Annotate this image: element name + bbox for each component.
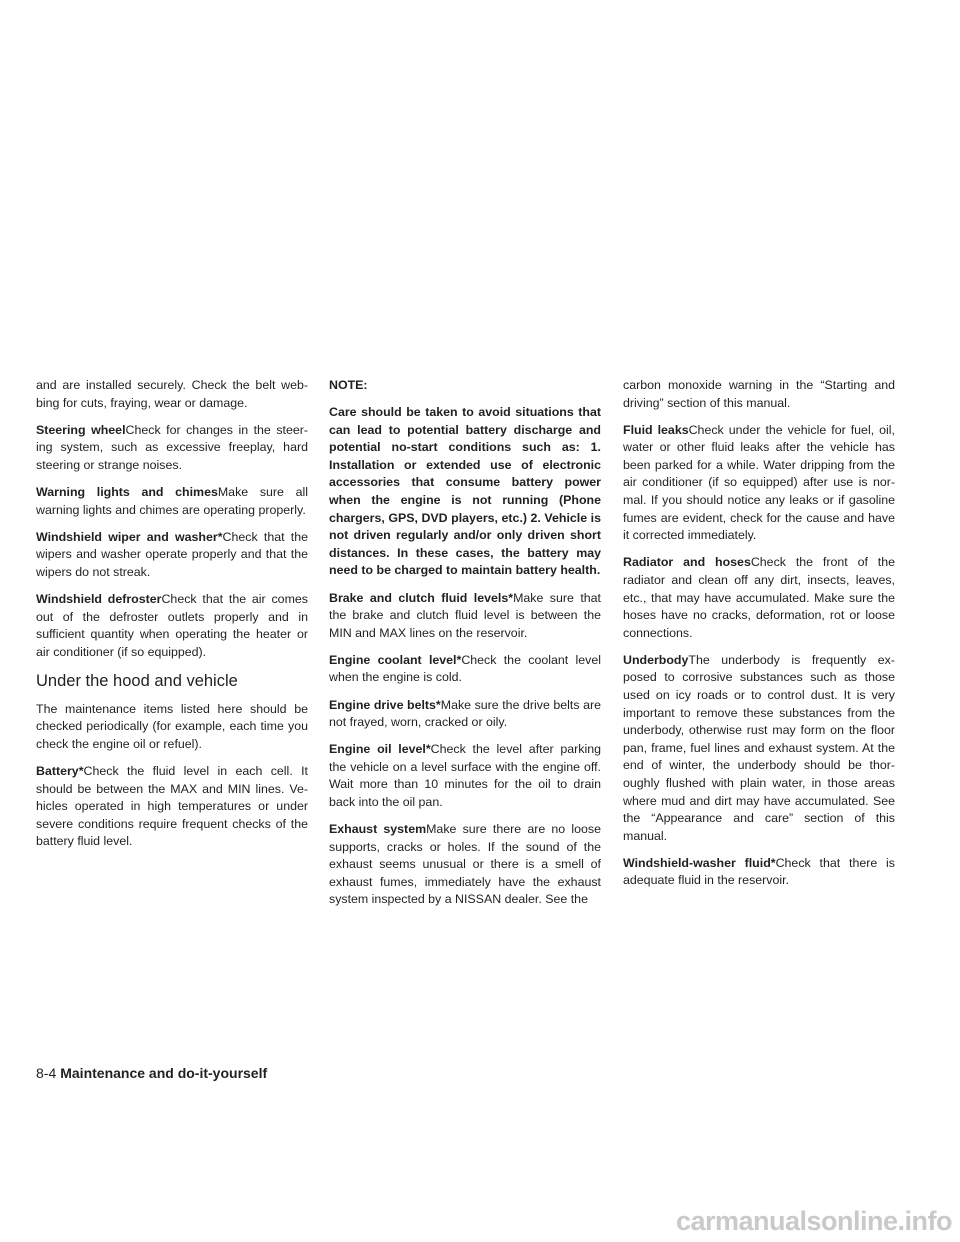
item-windshield-wiper xyxy=(36,529,308,582)
item-text: Make sure the drive belts are not frayed, worn, cracked or oily. xyxy=(329,697,602,730)
item-fluid-leaks xyxy=(623,422,895,545)
page-number: 8-4 xyxy=(36,1065,57,1081)
item-term: Windshield defroster xyxy=(36,591,162,606)
item-text: Check the fluid level in each cell. It should be between the MAX and MIN lines. Ve-hicles operated in high temperatures or under severe conditions require frequent checks of the battery fluid level. xyxy=(36,764,308,849)
item-text: Check that the air comes out of the defroster outlets properly and in sufficient quantity when operating the heater or air conditioner (if so equipped). xyxy=(36,591,308,659)
item-battery xyxy=(36,763,308,851)
column-right xyxy=(623,377,895,900)
item-steering-wheel xyxy=(36,422,308,475)
item-term: Engine drive belts* xyxy=(329,697,441,712)
site-watermark: carmanualsonline.info xyxy=(675,1206,952,1236)
item-warning-lights xyxy=(36,484,308,519)
item-text: Check that there is adequate fluid in the reservoir. xyxy=(623,855,896,888)
item-engine-oil xyxy=(329,741,601,811)
paragraph-continued: carbon monoxide warning in the “Starting and driving” section of this manual. xyxy=(623,378,895,410)
item-brake-clutch-fluid xyxy=(329,590,601,643)
item-underbody xyxy=(623,652,895,846)
item-radiator-hoses xyxy=(623,554,895,642)
section-heading: Under the hood and vehicle xyxy=(36,671,238,690)
item-exhaust-system xyxy=(329,821,601,909)
item-engine-drive-belts xyxy=(329,697,601,732)
paragraph-continued: and are installed securely. Check the belt web-bing for cuts, fraying, wear or damage. xyxy=(36,378,308,410)
item-term: Underbody xyxy=(623,652,689,667)
item-text: The underbody is frequently ex-posed to corrosive substances such as those used on icy roads or to control dust. It is very important to remove these substances from the underbody, otherwise rust may form on the floor pan, frame, fuel lines and exhaust system. At the end of winter, the underbody should be thor-oughly flushed with plain water, in those areas where mud and dirt may have accumulated. See the “Appearance and care” section of this manual. xyxy=(623,652,895,843)
item-windshield-washer-fluid xyxy=(623,855,895,890)
item-term: Radiator and hoses xyxy=(623,555,751,570)
item-text: Make sure all warning lights and chimes are operating properly. xyxy=(36,484,308,517)
item-text: Make sure that the brake and clutch fluid level is between the MIN and MAX lines on the reservoir. xyxy=(329,590,601,640)
item-term: Engine coolant level* xyxy=(329,652,462,667)
item-term: Fluid leaks xyxy=(623,422,689,437)
item-term: Warning lights and chimes xyxy=(36,484,218,499)
item-text: Check for changes in the steer-ing system, such as excessive freeplay, hard steering or strange noises. xyxy=(36,422,308,472)
column-middle xyxy=(329,377,601,919)
item-term: Windshield-washer fluid* xyxy=(623,855,776,870)
item-text: Check the coolant level when the engine is cold. xyxy=(329,652,601,685)
item-term: Battery* xyxy=(36,764,84,779)
item-text: Make sure there are no loose supports, cracks or holes. If the sound of the exhaust seems unusual or there is a smell of exhaust fumes, immediately have the exhaust system inspected by a NISSAN dealer. See the xyxy=(329,822,602,907)
item-engine-coolant xyxy=(329,652,601,687)
section-intro: The maintenance items listed here should be checked periodically (for example, each time you check the engine oil or refuel). xyxy=(36,701,308,751)
item-text: Check the level after parking the vehicle on a level surface with the engine off. Wait more than 10 minutes for the oil to drain back into the oil pan. xyxy=(329,742,601,809)
column-left xyxy=(36,377,308,861)
item-term: Windshield wiper and washer* xyxy=(36,529,223,544)
item-term: Brake and clutch fluid levels* xyxy=(329,590,514,605)
item-text: Check the front of the radiator and clean off any dirt, insects, leaves, etc., that may have accumulated. Make sure the hoses have no cracks, deformation, rot or loose connections. xyxy=(623,555,896,640)
item-text: Check that the wipers and washer operate properly and that the wipers do not streak. xyxy=(36,529,308,579)
note-label: NOTE: xyxy=(329,378,368,392)
item-text: Check under the vehicle for fuel, oil, water or other fluid leaks after the vehicle has been parked for a while. Water dripping from the air conditioner (if so equipped) after use is nor-mal. If you should notice any leaks or if gasoline fumes are evident, check for the cause and have it corrected immediately. xyxy=(623,422,895,543)
page-footer xyxy=(36,1065,267,1081)
note-text: Care should be taken to avoid situations that can lead to potential battery discharge and potential no-start conditions such as: 1. Installation or extended use of electronic accessories that consume battery power when the engine is not running (Phone chargers, GPS, DVD players, etc.) 2. Vehicle is not driven regularly and/or only driven short distances. In these cases, the battery may need to be charged to maintain battery health. xyxy=(329,405,601,578)
item-term: Engine oil level* xyxy=(329,742,431,757)
chapter-title: Maintenance and do-it-yourself xyxy=(60,1065,268,1081)
item-term: Exhaust system xyxy=(329,822,427,837)
item-windshield-defroster xyxy=(36,591,308,661)
item-term: Steering wheel xyxy=(36,422,126,437)
